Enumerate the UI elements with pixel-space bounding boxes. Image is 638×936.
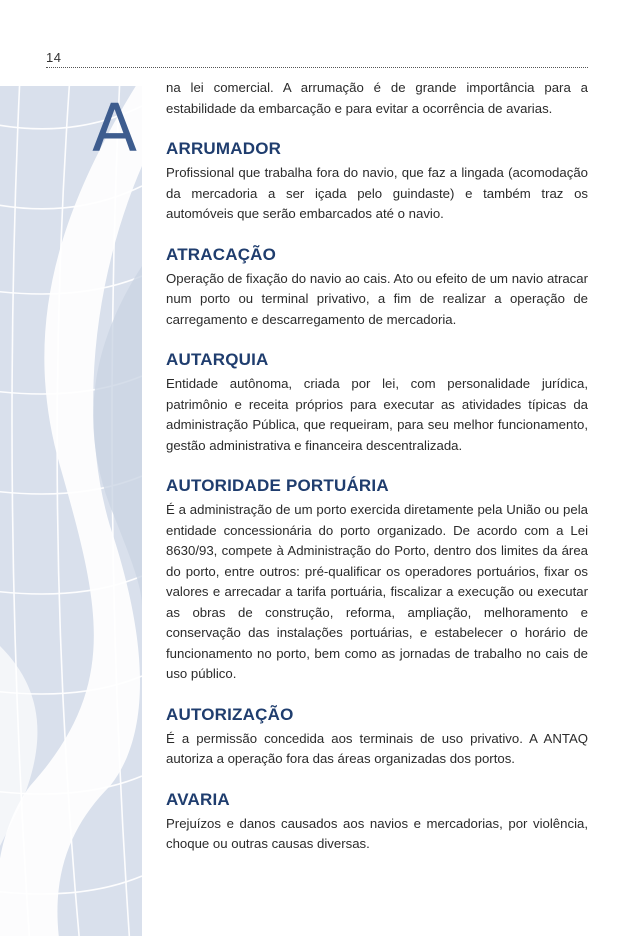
glossary-entry bbox=[166, 694, 588, 770]
entry-term: AUTARQUIA bbox=[166, 350, 269, 369]
decorative-sidebar bbox=[0, 86, 142, 936]
entry-definition: Operação de fixação do navio ao cais. Ato ou efeito de um navio atracar num porto ou terminal privativo, a fim de realizar a operação de carregamento e descarregamento de mercadoria. bbox=[166, 270, 588, 327]
entry-definition: Entidade autônoma, criada por lei, com personalidade jurídica, patrimônio e receita próprios para executar as atividades típicas da administração Pública, que requeiram, para seu melhor funcionamento, gestão administrativa e financeira descentralizada. bbox=[166, 376, 588, 453]
header-rule bbox=[46, 67, 588, 68]
intro-text: na lei comercial. A arrumação é de grande importância para a estabilidade da embarcação e para evitar a ocorrência de avarias. bbox=[166, 80, 588, 116]
glossary-entry bbox=[166, 128, 588, 225]
entry-definition: É a administração de um porto exercida diretamente pela União ou pela entidade concessionária do porto organizado. De acordo com a Lei 8630/93, compete à Administração do Porto, dentro dos limites da área do porto, entre outros: pré-qualificar os operadores portuários, fixar os valores e arrecadar a tarifa portuária, fiscalizar a execução ou executar as obras de construção, reforma, ampliação, melhoramento e conservação das instalações portuárias, e estabelecer o horário de funcionamento no porto, bem como as jornadas de trabalho no cais de uso público. bbox=[166, 502, 588, 681]
entry-definition: Prejuízos e danos causados aos navios e mercadorias, por violência, choque ou outras causas diversas. bbox=[166, 815, 588, 851]
entry-term: AVARIA bbox=[166, 789, 230, 809]
entry-definition: É a permissão concedida aos terminais de uso privativo. A ANTAQ autoriza a operação fora das áreas organizadas dos portos. bbox=[166, 730, 588, 766]
section-letter: A bbox=[92, 90, 138, 167]
entry-term: ATRACAÇÃO bbox=[166, 244, 277, 264]
entry-definition: Profissional que trabalha fora do navio, que faz a lingada (acomodação da mercadoria a ser içada pelo guindaste) e também traz os automóveis que serão embarcados até o navio. bbox=[166, 165, 588, 221]
glossary-entry bbox=[166, 234, 588, 331]
intro-entry bbox=[166, 78, 588, 119]
glossary-entry bbox=[166, 779, 588, 855]
globe-wave-graphic bbox=[0, 86, 142, 936]
entry-term: AUTORIDADE PORTUÁRIA bbox=[166, 476, 389, 495]
page-number: 14 bbox=[46, 50, 62, 65]
glossary-entry bbox=[166, 339, 588, 456]
entry-term: ARRUMADOR bbox=[166, 139, 282, 158]
glossary-content bbox=[166, 78, 588, 864]
glossary-entry bbox=[166, 465, 588, 685]
entry-term: AUTORIZAÇÃO bbox=[166, 704, 294, 724]
